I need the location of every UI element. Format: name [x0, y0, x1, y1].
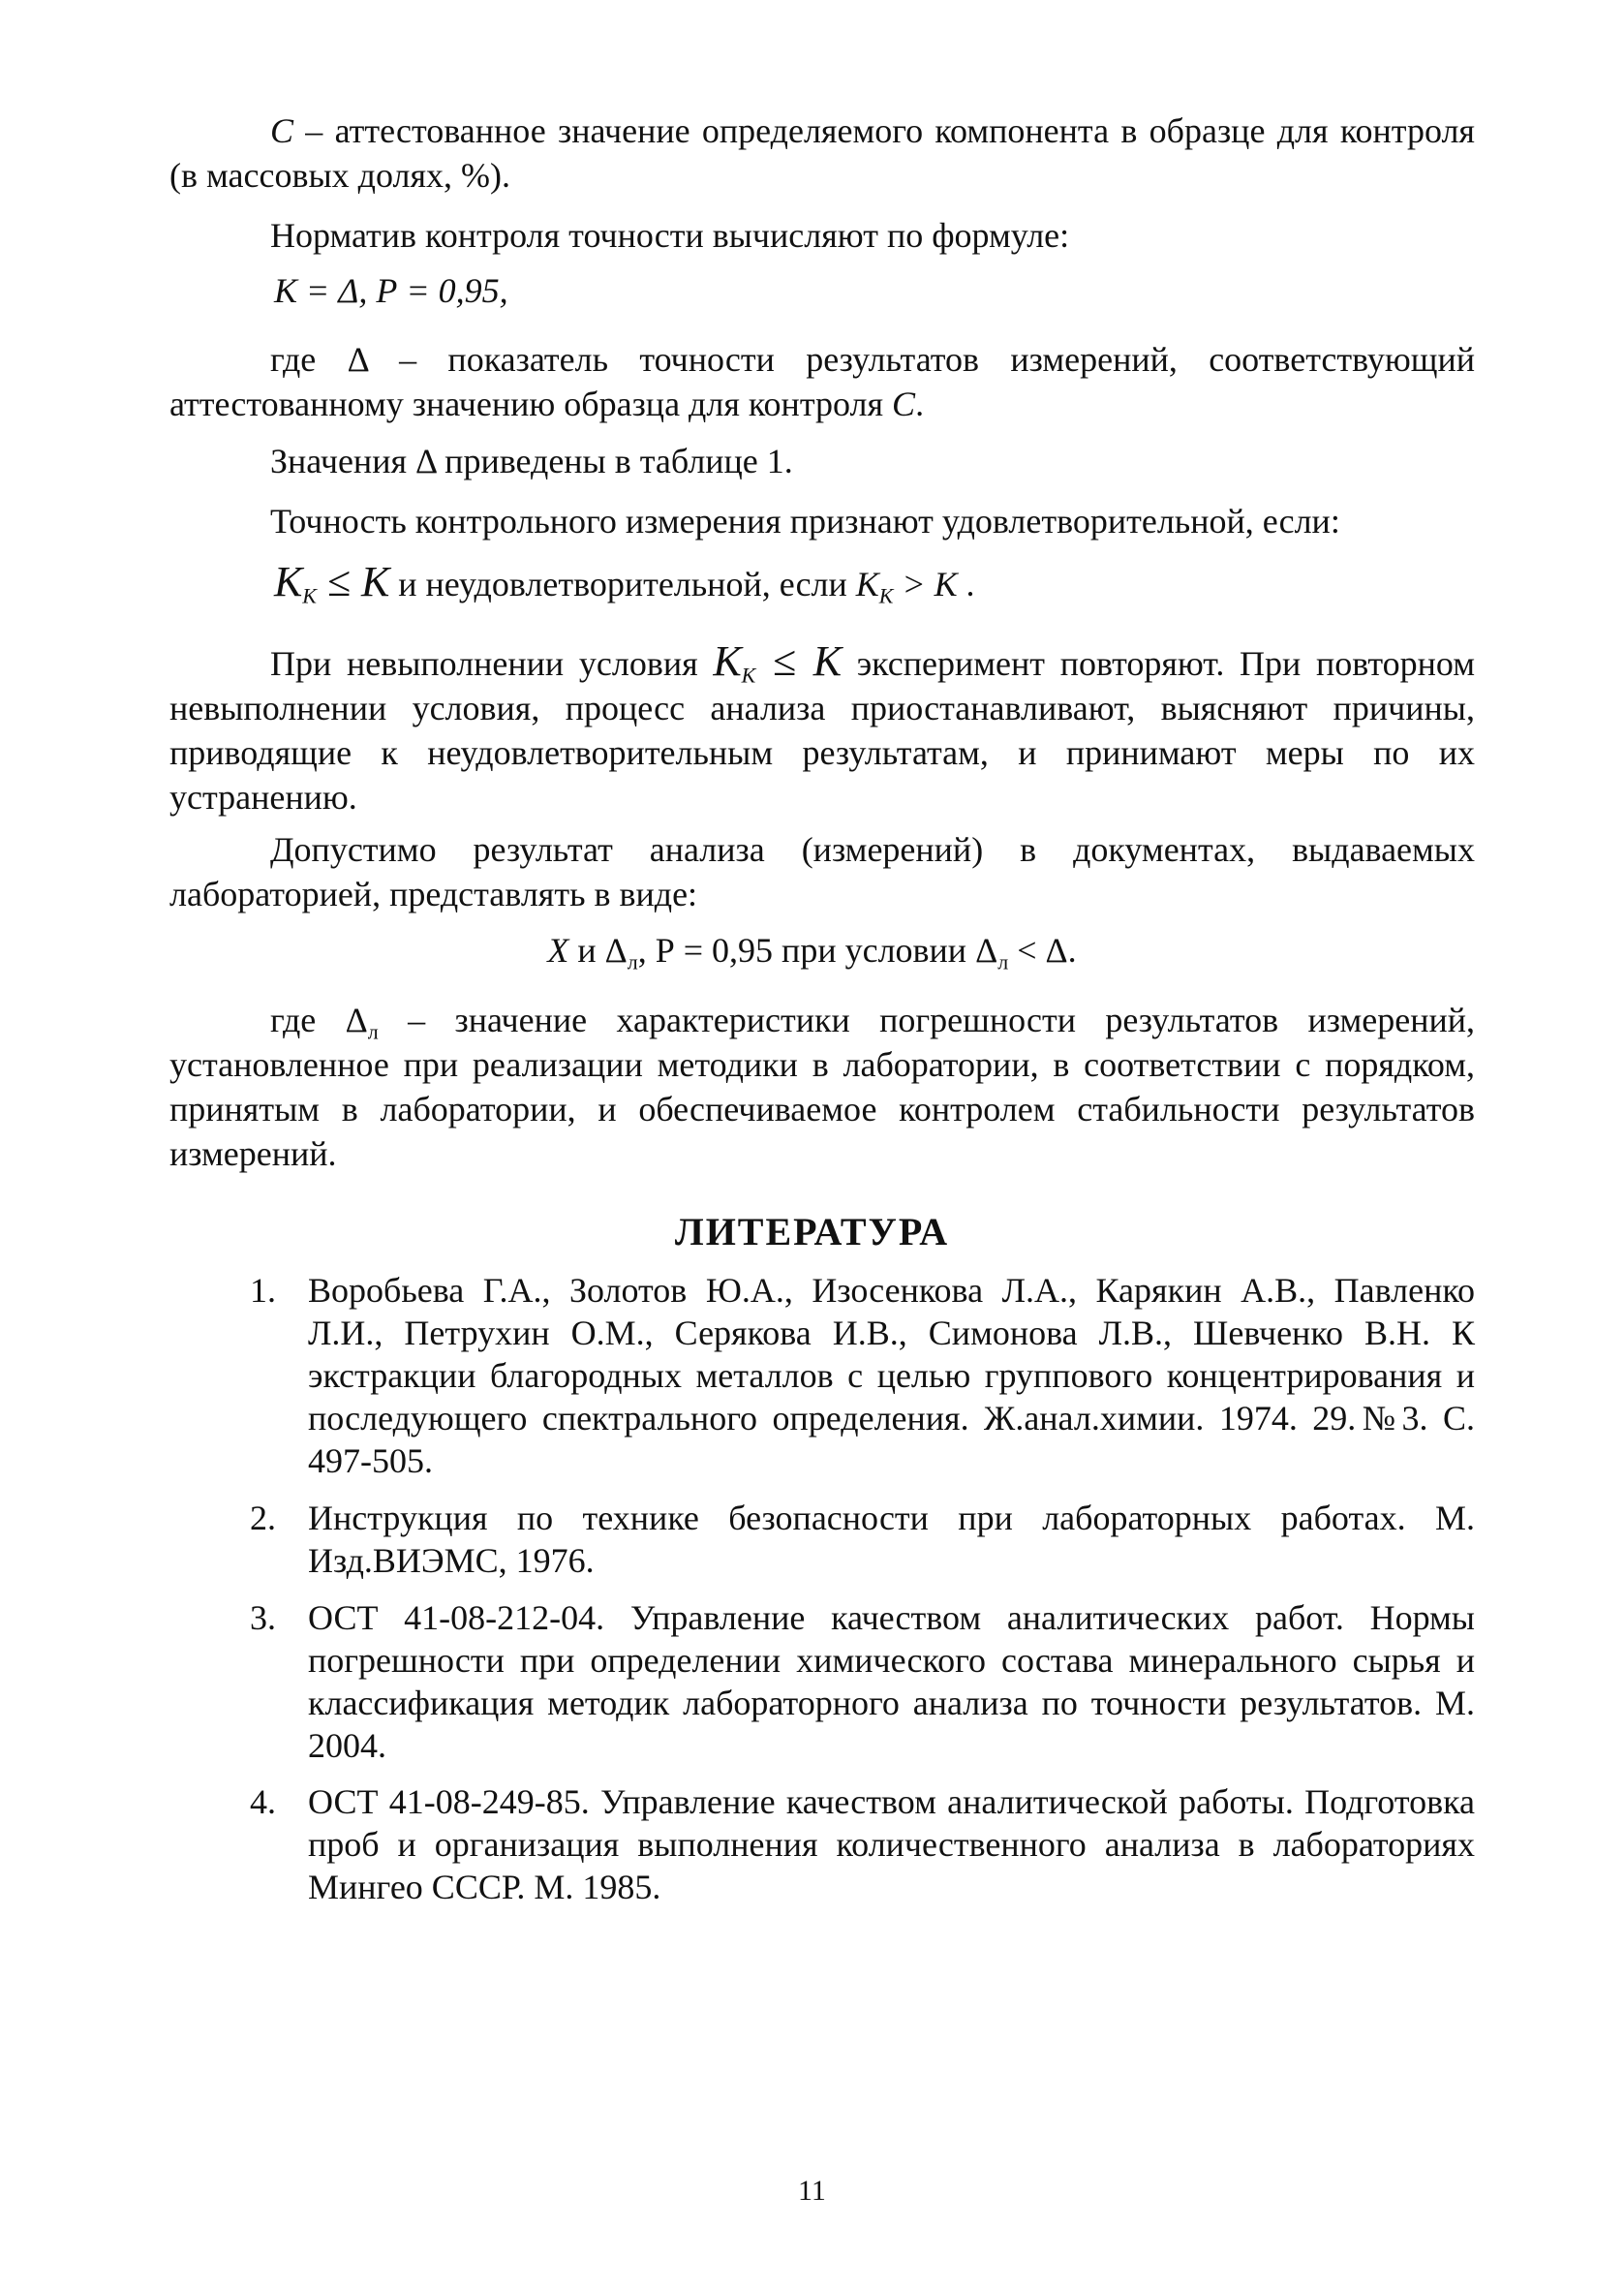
page-number: 11: [798, 2175, 826, 2207]
symbol-c: С: [270, 111, 294, 150]
paragraph-accuracy-condition: [270, 499, 1475, 543]
paragraph-c-definition: [169, 108, 1475, 198]
paragraph-table-reference: [270, 439, 1475, 483]
paragraph-result-presentation: [169, 827, 1475, 916]
formula-k-delta: К = Δ, Р = 0,95,: [274, 271, 508, 310]
reference-number: 4.: [250, 1782, 276, 1821]
reference-text: ОСТ 41-08-212-04. Управление качеством аналитических работ. Нормы погрешности при определении химического состава минерального сырья и классификация методик лабораторного анализа по точности результатов. М. 2004.: [308, 1598, 1475, 1765]
reference-item: [250, 1269, 1475, 1482]
reference-item: [250, 1596, 1475, 1767]
reference-text: ОСТ 41-08-249-85. Управление качеством аналитической работы. Подготовка проб и организация выполнения количественного анализа в лабораториях Мингео СССР. М. 1985.: [308, 1782, 1475, 1906]
paragraph-text: – аттестованное значение определяемого компонента в образце для контроля (в массовых долях, %).: [169, 111, 1475, 195]
literature-heading: ЛИТЕРАТУРА: [674, 1210, 950, 1253]
paragraph-text: где Δ – показатель точности результатов измерений, соответствующий аттестованному значению образца для контроля: [169, 340, 1475, 423]
paragraph-text: Норматив контроля точности вычисляют по формуле:: [270, 216, 1070, 255]
reference-number: 3.: [250, 1598, 276, 1637]
symbol-c: С: [892, 385, 916, 423]
paragraph-text: Допустимо результат анализа (измерений) в документах, выдаваемых лабораторией, представлять в виде:: [169, 830, 1475, 913]
paragraph-normative: [270, 213, 1475, 258]
reference-item: [250, 1497, 1475, 1582]
formula-condition: $К_К \le К$ и неудовлетворительной, если $К_К > К$ .: [274, 558, 975, 608]
reference-number: 1.: [250, 1271, 276, 1310]
reference-text: Инструкция по технике безопасности при лабораторных работах. М. Изд.ВИЭМС, 1976.: [308, 1499, 1475, 1580]
paragraph-repeat-experiment: При невыполнении условия $К_К \le К$ эксперимент повторяют. При повторном невыполнении условия, процесс анализа приостанавливают, выясняют причины, приводящие к неудовлетворительным результатам, и принимают меры по их устранению.: [169, 637, 1475, 817]
reference-number: 2.: [250, 1499, 276, 1537]
formula-result: X и $\Delta_л$, Р = 0,95 при условии $\Delta_л < \Delta$.: [547, 931, 1077, 974]
paragraph-delta-l-definition: где $\Delta_л$ – значение характеристики погрешности результатов измерений, установленное при реализации методики в лаборатории, в соответствии с порядком, принятым в лаборатории, и обеспечиваемое контролем стабильности результатов измерений.: [169, 1001, 1475, 1173]
paragraph-text: Точность контрольного измерения признают удовлетворительной, если:: [270, 502, 1340, 541]
reference-text: Воробьева Г.А., Золотов Ю.А., Изосенкова Л.А., Карякин А.В., Павленко Л.И., Петрухин О.М., Серякова И.В., Симонова Л.В., Шевченко В.Н. К экстракции благородных металлов с целью группового концентрирования и последующего спектрального определения. Ж.анал.химии. 1974. 29.№3. С. 497-505.: [308, 1271, 1475, 1480]
reference-item: [250, 1780, 1475, 1908]
paragraph-delta-definition: где Δ – показатель точности результатов измерений, соответствующий аттестованному значению образца для контроля С.: [169, 340, 1475, 423]
paragraph-text: Значения Δ приведены в таблице 1.: [270, 442, 793, 480]
